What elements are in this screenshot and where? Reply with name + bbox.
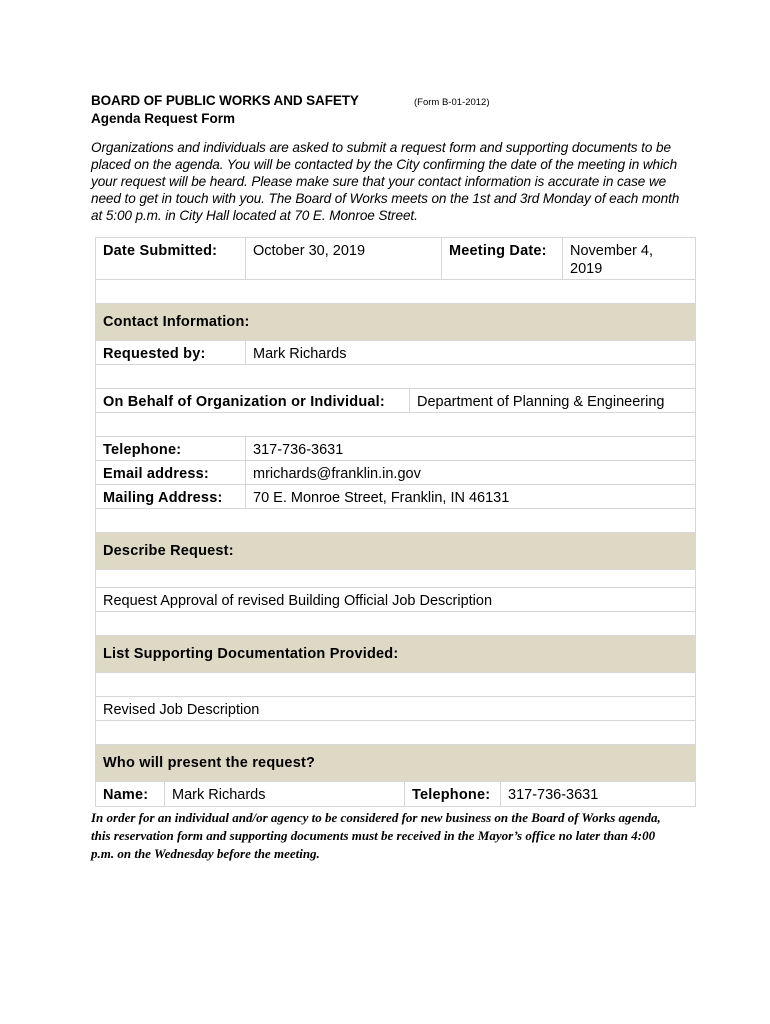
mailing-address-row xyxy=(96,485,695,509)
request-section-header xyxy=(96,533,695,570)
presenter-name-label: Name: xyxy=(103,787,149,803)
spacer-row xyxy=(96,612,695,636)
telephone-row xyxy=(96,437,695,461)
spacer-row xyxy=(96,280,695,304)
email-field[interactable]: mrichards@franklin.in.gov xyxy=(245,461,695,484)
requested-by-field[interactable]: Mark Richards xyxy=(245,341,695,364)
requested-by-row xyxy=(96,341,695,365)
documentation-heading: List Supporting Documentation Provided: xyxy=(103,646,399,662)
telephone-field[interactable]: 317-736-3631 xyxy=(245,437,695,460)
presenter-row xyxy=(96,782,695,806)
spacer-row xyxy=(96,673,695,697)
documentation-row xyxy=(96,697,695,721)
request-heading: Describe Request: xyxy=(103,543,234,559)
documentation-section-header xyxy=(96,636,695,673)
telephone-label: Telephone: xyxy=(103,442,182,458)
form-number: (Form B-01-2012) xyxy=(414,97,490,108)
presenter-telephone-label: Telephone: xyxy=(404,782,500,806)
email-row xyxy=(96,461,695,485)
meeting-date-field[interactable]: November 4, 2019 xyxy=(562,238,695,279)
deadline-footnote: In order for an individual and/or agency to be considered for new business on the Board of Works agenda, this reservation form and supporting documents must be received in the Mayor’s office no later than 4:00 p.m. on the Wednesday before the meeting. xyxy=(91,810,661,861)
mailing-address-label: Mailing Address: xyxy=(103,490,223,506)
request-field[interactable]: Request Approval of revised Building Official Job Description xyxy=(103,593,493,609)
presenter-telephone-field[interactable]: 317-736-3631 xyxy=(500,782,695,806)
date-submitted-field[interactable]: October 30, 2019 xyxy=(245,238,441,279)
spacer-row xyxy=(96,721,695,745)
presenter-section-header xyxy=(96,745,695,782)
email-label: Email address: xyxy=(103,466,209,482)
requested-by-label: Requested by: xyxy=(103,346,206,362)
presenter-heading: Who will present the request? xyxy=(103,755,316,771)
contact-section-header xyxy=(96,304,695,341)
agenda-request-form xyxy=(95,237,696,807)
date-submitted-label: Date Submitted: xyxy=(103,243,218,259)
behalf-row xyxy=(96,389,695,413)
request-row xyxy=(96,588,695,612)
form-title: BOARD OF PUBLIC WORKS AND SAFETY xyxy=(91,93,359,108)
documentation-field[interactable]: Revised Job Description xyxy=(103,702,260,718)
dates-row xyxy=(96,238,695,280)
spacer-row xyxy=(96,509,695,533)
behalf-label: On Behalf of Organization or Individual: xyxy=(103,394,385,410)
spacer-row xyxy=(96,413,695,437)
spacer-row xyxy=(96,365,695,389)
spacer-row xyxy=(96,570,695,588)
meeting-date-label: Meeting Date: xyxy=(441,238,562,279)
behalf-field[interactable]: Department of Planning & Engineering xyxy=(409,389,695,412)
form-subtitle: Agenda Request Form xyxy=(91,111,236,126)
presenter-name-field[interactable]: Mark Richards xyxy=(164,782,404,806)
mailing-address-field[interactable]: 70 E. Monroe Street, Franklin, IN 46131 xyxy=(245,485,695,508)
contact-heading: Contact Information: xyxy=(103,314,250,330)
intro-paragraph: Organizations and individuals are asked to submit a request form and supporting documents to be placed on the agenda. You will be contacted by the City confirming the date of the meeting in which your request will be heard. Please make sure that your contact information is accurate in case we need to get in touch with you. The Board of Works meets on the 1st and 3rd Monday of each month at 5:00 p.m. in City Hall located at 70 E. Monroe Street. xyxy=(91,140,680,223)
